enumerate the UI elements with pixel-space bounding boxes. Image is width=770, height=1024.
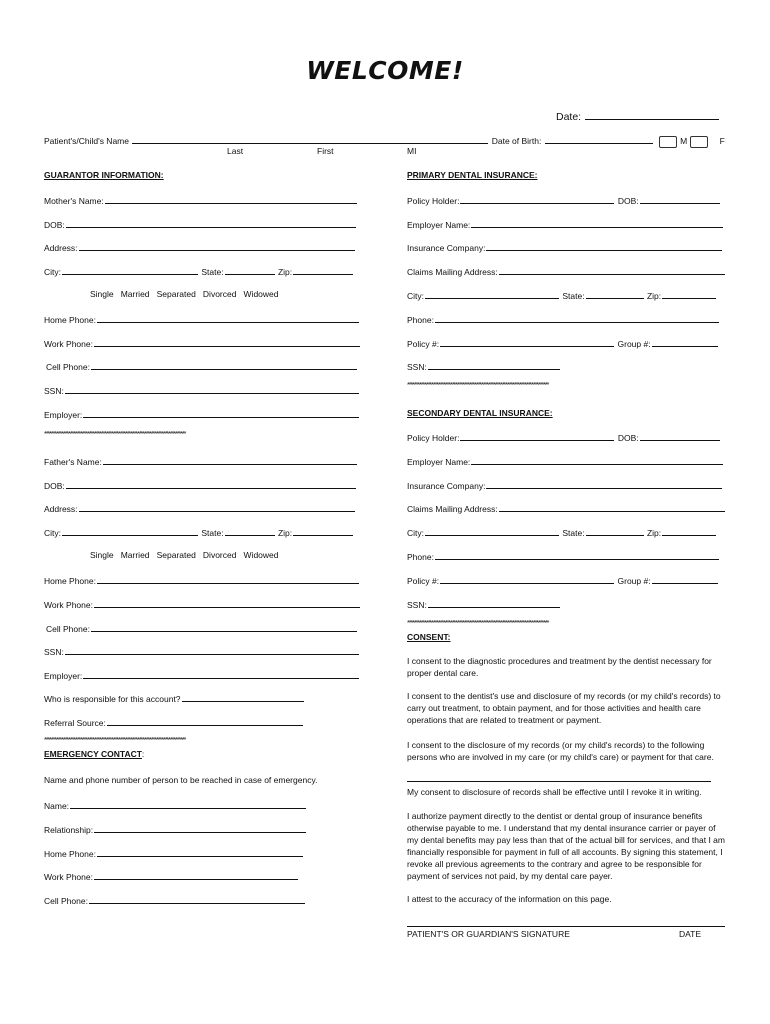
responsible-label: Who is responsible for this account? bbox=[44, 694, 181, 704]
emergency-work-phone-label: Work Phone: bbox=[44, 872, 93, 882]
secondary-phone-field[interactable] bbox=[435, 550, 719, 560]
primary-city-row bbox=[407, 289, 717, 301]
emergency-home-phone-row bbox=[44, 847, 304, 859]
first-caption: First bbox=[317, 146, 334, 156]
emergency-intro: Name and phone number of person to be reached in case of emergency. bbox=[44, 775, 318, 785]
emergency-cell-phone-row bbox=[44, 894, 306, 906]
date-field[interactable] bbox=[585, 110, 719, 120]
father-dob-label: DOB: bbox=[44, 481, 65, 491]
female-label: F bbox=[719, 136, 725, 146]
father-zip-label: Zip: bbox=[277, 528, 293, 538]
secondary-claims-address-field[interactable] bbox=[499, 502, 725, 512]
primary-employer-field[interactable] bbox=[471, 218, 723, 228]
father-cell-phone-row bbox=[46, 622, 358, 634]
referral-label: Referral Source: bbox=[44, 718, 106, 728]
secondary-claims-address-label: Claims Mailing Address: bbox=[407, 504, 498, 514]
consent-paragraph-5: I authorize payment directly to the dentist or dental group of insurance benefits otherwise payable to me. I understand that my dental insurance carrier or payer of my dental benefits may pay less than that of the actual bill for services, and that I am financially responsible for payment in full of all accounts. By signing this statement, I revoke all previous agreements to the contrary and agree to be responsible for payment of services not paid, by my dental care payer. bbox=[407, 811, 725, 881]
fathers-name-row bbox=[44, 455, 358, 467]
secondary-ssn-row bbox=[407, 598, 561, 610]
mothers-name-label: Mother's Name: bbox=[44, 196, 104, 206]
mother-ssn-field[interactable] bbox=[65, 384, 359, 394]
mother-dob-label: DOB: bbox=[44, 220, 65, 230]
mother-state-label: State: bbox=[201, 267, 224, 277]
father-city-label: City: bbox=[44, 528, 61, 538]
primary-state-label: State: bbox=[562, 291, 585, 301]
mother-cell-phone-label: Cell Phone: bbox=[46, 362, 90, 372]
mother-work-phone-label: Work Phone: bbox=[44, 339, 93, 349]
mother-ssn-label: SSN: bbox=[44, 386, 64, 396]
primary-claims-address-field[interactable] bbox=[499, 265, 725, 275]
primary-ssn-row bbox=[407, 360, 561, 372]
emergency-home-phone-label: Home Phone: bbox=[44, 849, 96, 859]
father-employer-label: Employer: bbox=[44, 671, 83, 681]
secondary-insurance-company-field[interactable] bbox=[486, 479, 722, 489]
mother-address-label: Address: bbox=[44, 243, 78, 253]
male-label: M bbox=[680, 136, 688, 146]
primary-insurance-header: PRIMARY DENTAL INSURANCE: bbox=[407, 170, 538, 180]
primary-policy-row bbox=[407, 337, 719, 349]
referral-row bbox=[44, 716, 304, 728]
mother-work-phone-field[interactable] bbox=[94, 337, 360, 347]
father-employer-row bbox=[44, 669, 360, 681]
mother-cell-phone-row bbox=[46, 360, 358, 372]
mother-dob-row bbox=[44, 218, 357, 230]
primary-employer-row bbox=[407, 218, 724, 230]
mother-ssn-row bbox=[44, 384, 360, 396]
primary-policy-holder-row bbox=[407, 194, 721, 206]
secondary-phone-label: Phone: bbox=[407, 552, 434, 562]
mother-marital-options[interactable]: Single Married Separated Divorced Widowed bbox=[90, 289, 279, 299]
emergency-cell-phone-label: Cell Phone: bbox=[44, 896, 88, 906]
mother-address-row bbox=[44, 241, 356, 253]
emergency-header-colon: : bbox=[141, 749, 145, 759]
female-checkbox[interactable] bbox=[690, 136, 708, 148]
secondary-dob-label: DOB: bbox=[617, 433, 639, 443]
father-cell-phone-label: Cell Phone: bbox=[46, 624, 90, 634]
father-address-label: Address: bbox=[44, 504, 78, 514]
mother-employer-row bbox=[44, 408, 360, 420]
emergency-relationship-field[interactable] bbox=[94, 823, 306, 833]
primary-policy-holder-field[interactable] bbox=[460, 194, 614, 204]
father-work-phone-row bbox=[44, 598, 361, 610]
father-cell-phone-field[interactable] bbox=[91, 622, 357, 632]
mother-city-field[interactable] bbox=[62, 265, 198, 275]
primary-group-no-label: Group #: bbox=[617, 339, 651, 349]
father-marital-options[interactable]: Single Married Separated Divorced Widowed bbox=[90, 550, 279, 560]
mother-zip-field[interactable] bbox=[293, 265, 353, 275]
secondary-employer-field[interactable] bbox=[471, 455, 723, 465]
mother-address-field[interactable] bbox=[79, 241, 355, 251]
secondary-ssn-label: SSN: bbox=[407, 600, 427, 610]
signature-line[interactable] bbox=[407, 926, 725, 927]
secondary-city-label: City: bbox=[407, 528, 424, 538]
father-state-label: State: bbox=[201, 528, 224, 538]
secondary-city-row bbox=[407, 526, 717, 538]
father-home-phone-label: Home Phone: bbox=[44, 576, 96, 586]
father-dob-row bbox=[44, 479, 357, 491]
primary-policy-no-field[interactable] bbox=[440, 337, 614, 347]
mother-city-label: City: bbox=[44, 267, 61, 277]
primary-phone-field[interactable] bbox=[435, 313, 719, 323]
secondary-insurance-header: SECONDARY DENTAL INSURANCE: bbox=[407, 408, 553, 418]
father-ssn-row bbox=[44, 645, 360, 657]
mother-work-phone-row bbox=[44, 337, 361, 349]
primary-phone-label: Phone: bbox=[407, 315, 434, 325]
emergency-home-phone-field[interactable] bbox=[97, 847, 303, 857]
mother-home-phone-row bbox=[44, 313, 360, 325]
secondary-policy-holder-field[interactable] bbox=[460, 431, 614, 441]
primary-insurance-company-field[interactable] bbox=[486, 241, 722, 251]
consent-paragraph-3: I consent to the disclosure of my records (or my child's records) to the following persons who are involved in my care (or my child's care) or payment for that care. bbox=[407, 740, 714, 762]
fathers-name-label: Father's Name: bbox=[44, 457, 102, 467]
mother-dob-field[interactable] bbox=[66, 218, 356, 228]
date-row bbox=[556, 110, 720, 123]
guarantor-header: GUARANTOR INFORMATION: bbox=[44, 170, 164, 180]
primary-city-label: City: bbox=[407, 291, 424, 301]
emergency-name-row bbox=[44, 799, 307, 811]
emergency-relationship-label: Relationship: bbox=[44, 825, 94, 835]
last-caption: Last bbox=[227, 146, 244, 156]
primary-ssn-field[interactable] bbox=[428, 360, 560, 370]
male-checkbox[interactable] bbox=[659, 136, 677, 148]
emergency-name-field[interactable] bbox=[70, 799, 306, 809]
mother-city-row bbox=[44, 265, 354, 277]
secondary-claims-address-row bbox=[407, 502, 726, 514]
authorized-persons-line[interactable] bbox=[407, 781, 711, 782]
father-address-field[interactable] bbox=[79, 502, 355, 512]
primary-phone-row bbox=[407, 313, 720, 325]
patient-name-label: Patient's/Child's Name bbox=[44, 136, 129, 146]
dob-label: Date of Birth: bbox=[491, 136, 542, 146]
primary-group-no-field[interactable] bbox=[652, 337, 718, 347]
father-employer-field[interactable] bbox=[83, 669, 359, 679]
secondary-policy-row bbox=[407, 574, 719, 586]
mothers-name-row bbox=[44, 194, 358, 206]
secondary-phone-row bbox=[407, 550, 720, 562]
secondary-ssn-field[interactable] bbox=[428, 598, 560, 608]
divider-stars: ********************************************************************************** bbox=[44, 737, 186, 744]
secondary-policy-no-field[interactable] bbox=[440, 574, 614, 584]
primary-state-field[interactable] bbox=[586, 289, 644, 299]
father-ssn-label: SSN: bbox=[44, 647, 64, 657]
primary-dob-label: DOB: bbox=[617, 196, 639, 206]
consent-paragraph-4: My consent to disclosure of records shall be effective until I revoke it in writing. bbox=[407, 787, 702, 797]
secondary-state-label: State: bbox=[562, 528, 585, 538]
referral-field[interactable] bbox=[107, 716, 303, 726]
primary-dob-field[interactable] bbox=[640, 194, 720, 204]
father-work-phone-field[interactable] bbox=[94, 598, 360, 608]
mother-state-field[interactable] bbox=[225, 265, 275, 275]
primary-zip-label: Zip: bbox=[646, 291, 662, 301]
responsible-field[interactable] bbox=[182, 692, 304, 702]
secondary-group-no-label: Group #: bbox=[617, 576, 651, 586]
secondary-zip-label: Zip: bbox=[646, 528, 662, 538]
mother-home-phone-field[interactable] bbox=[97, 313, 359, 323]
signature-label: PATIENT'S OR GUARDIAN'S SIGNATURE bbox=[407, 929, 570, 939]
mother-cell-phone-field[interactable] bbox=[91, 360, 357, 370]
primary-employer-label: Employer Name: bbox=[407, 220, 471, 230]
secondary-policy-holder-row bbox=[407, 431, 721, 443]
fathers-name-field[interactable] bbox=[103, 455, 357, 465]
emergency-header: EMERGENCY CONTACT bbox=[44, 749, 142, 759]
mother-employer-label: Employer: bbox=[44, 410, 83, 420]
secondary-state-field[interactable] bbox=[586, 526, 644, 536]
father-ssn-field[interactable] bbox=[65, 645, 359, 655]
primary-zip-field[interactable] bbox=[662, 289, 716, 299]
father-city-field[interactable] bbox=[62, 526, 198, 536]
secondary-insurance-company-label: Insurance Company: bbox=[407, 481, 486, 491]
primary-insurance-company-row bbox=[407, 241, 723, 253]
father-city-row bbox=[44, 526, 354, 538]
divider-stars: ********************************************************************************** bbox=[44, 431, 186, 438]
primary-city-field[interactable] bbox=[425, 289, 559, 299]
divider-stars: ********************************************************************************** bbox=[407, 382, 549, 389]
mother-zip-label: Zip: bbox=[277, 267, 293, 277]
page-title: WELCOME! bbox=[306, 56, 464, 85]
father-dob-field[interactable] bbox=[66, 479, 356, 489]
secondary-policy-no-label: Policy #: bbox=[407, 576, 440, 586]
divider-stars: ********************************************************************************** bbox=[407, 620, 549, 627]
primary-claims-address-label: Claims Mailing Address: bbox=[407, 267, 498, 277]
primary-claims-address-row bbox=[407, 265, 726, 277]
secondary-employer-row bbox=[407, 455, 724, 467]
emergency-work-phone-row bbox=[44, 870, 299, 882]
mother-home-phone-label: Home Phone: bbox=[44, 315, 96, 325]
primary-policy-no-label: Policy #: bbox=[407, 339, 440, 349]
mother-employer-field[interactable] bbox=[83, 408, 359, 418]
consent-paragraph-1: I consent to the diagnostic procedures and treatment by the dentist necessary for proper dental care. bbox=[407, 656, 712, 678]
primary-policy-holder-label: Policy Holder: bbox=[407, 196, 460, 206]
primary-insurance-company-label: Insurance Company: bbox=[407, 243, 486, 253]
emergency-cell-phone-field[interactable] bbox=[89, 894, 305, 904]
secondary-city-field[interactable] bbox=[425, 526, 559, 536]
emergency-work-phone-field[interactable] bbox=[94, 870, 298, 880]
dob-field[interactable] bbox=[545, 134, 653, 144]
consent-header: CONSENT: bbox=[407, 632, 451, 642]
mothers-name-field[interactable] bbox=[105, 194, 357, 204]
father-home-phone-field[interactable] bbox=[97, 574, 359, 584]
father-home-phone-row bbox=[44, 574, 360, 586]
signature-date-label: DATE bbox=[679, 929, 702, 939]
emergency-header-row bbox=[44, 749, 144, 759]
father-zip-field[interactable] bbox=[293, 526, 353, 536]
consent-paragraph-6: I attest to the accuracy of the information on this page. bbox=[407, 894, 612, 904]
emergency-relationship-row bbox=[44, 823, 307, 835]
primary-ssn-label: SSN: bbox=[407, 362, 427, 372]
date-label: Date: bbox=[556, 111, 582, 123]
secondary-employer-label: Employer Name: bbox=[407, 457, 471, 467]
patient-name-field[interactable] bbox=[132, 134, 488, 144]
mi-caption: MI bbox=[407, 146, 417, 156]
patient-row bbox=[44, 134, 725, 148]
secondary-dob-field[interactable] bbox=[640, 431, 720, 441]
father-address-row bbox=[44, 502, 356, 514]
father-work-phone-label: Work Phone: bbox=[44, 600, 93, 610]
secondary-policy-holder-label: Policy Holder: bbox=[407, 433, 460, 443]
secondary-group-no-field[interactable] bbox=[652, 574, 718, 584]
emergency-name-label: Name: bbox=[44, 801, 70, 811]
secondary-insurance-company-row bbox=[407, 479, 723, 491]
consent-paragraph-2: I consent to the dentist's use and disclosure of my records (or my child's records) to carry out treatment, to obtain payment, and for those activities and health care operations that are related to treatment or payment. bbox=[407, 691, 721, 725]
secondary-zip-field[interactable] bbox=[662, 526, 716, 536]
responsible-row bbox=[44, 692, 305, 704]
father-state-field[interactable] bbox=[225, 526, 275, 536]
